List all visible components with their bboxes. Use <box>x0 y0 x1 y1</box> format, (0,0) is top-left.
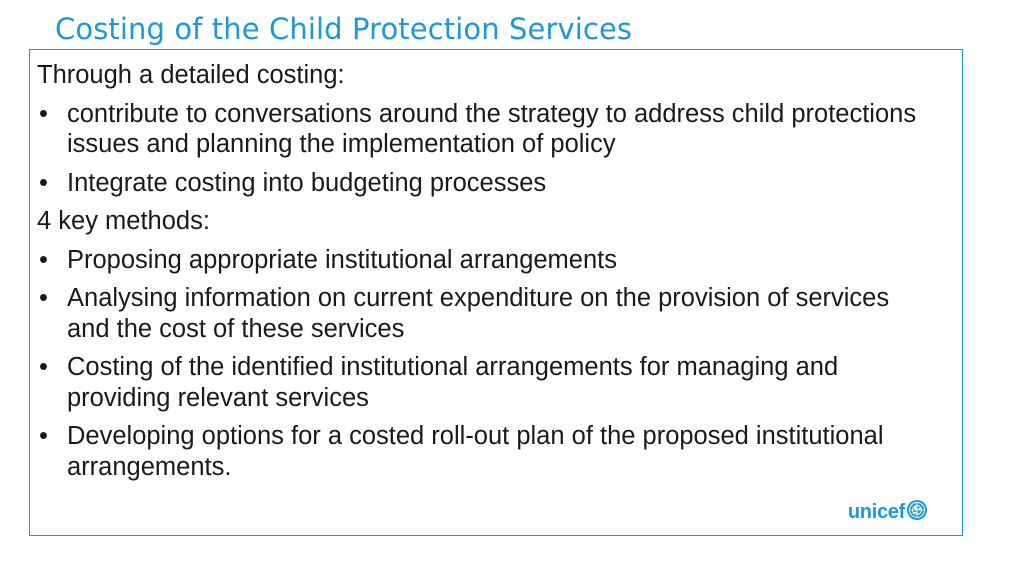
bullet-icon: • <box>39 99 48 128</box>
content-box <box>29 49 963 536</box>
body-text <box>37 60 937 490</box>
list-item <box>37 99 937 160</box>
bullet-text: Developing options for a costed roll-out plan of the proposed institutional arrangements. <box>67 422 884 481</box>
intro-line: Through a detailed costing: <box>37 61 345 89</box>
methods-heading: 4 key methods: <box>37 207 210 235</box>
bullet-icon: • <box>39 284 48 312</box>
bullet-icon: • <box>39 353 48 381</box>
bullet-icon: • <box>39 168 48 197</box>
bullet-icon: • <box>39 422 48 450</box>
bullet-text: contribute to conversations around the strategy to address child protections issues and planning the implementation of policy <box>67 99 917 158</box>
intro-bullet-list <box>37 99 937 199</box>
slide-title: Costing of the Child Protection Services <box>55 12 633 46</box>
bullet-text: Proposing appropriate institutional arrangements <box>67 245 617 274</box>
unicef-emblem-icon <box>906 499 928 526</box>
list-item <box>37 352 937 413</box>
list-item <box>37 168 937 199</box>
bullet-text: Costing of the identified institutional arrangements for managing and providing relevant services <box>67 353 839 412</box>
bullet-icon: • <box>39 245 48 274</box>
logo-text: unicef <box>847 501 905 523</box>
bullet-text: Integrate costing into budgeting processes <box>67 168 547 197</box>
unicef-logo <box>848 499 928 526</box>
bullet-text: Analysing information on current expenditure on the provision of services and the cost of these services <box>67 284 890 343</box>
list-item <box>37 245 937 276</box>
list-item <box>37 421 937 482</box>
methods-bullet-list <box>37 245 937 483</box>
list-item <box>37 283 937 344</box>
